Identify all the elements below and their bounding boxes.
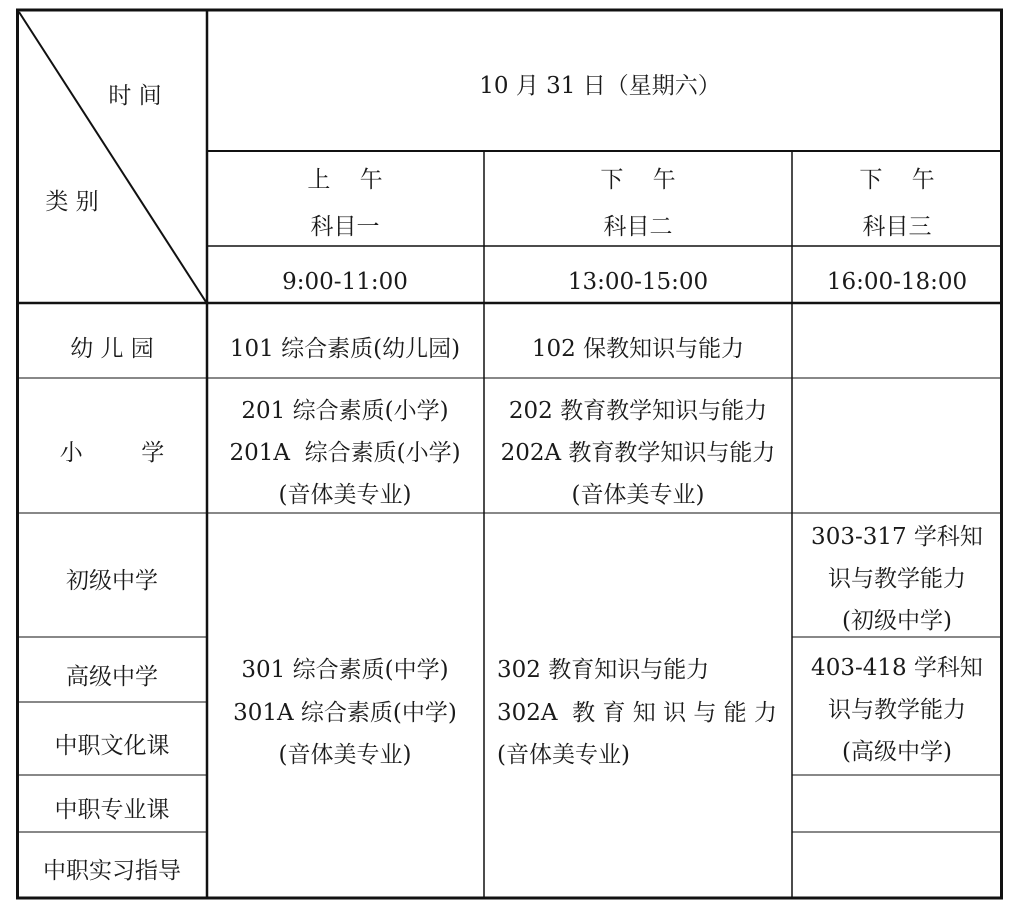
secondary-subject1-line1: 301 综合素质(中学) <box>241 657 449 683</box>
session-2-time: 13:00-15:00 <box>567 269 709 295</box>
primary-subject2-line3: (音体美专业) <box>571 482 705 508</box>
kindergarten-subject1: 101 综合素质(幼儿园) <box>229 336 461 362</box>
senior-subject3-line2: 识与教学能力 <box>828 697 966 723</box>
session-1-period: 上 午 <box>307 167 383 193</box>
primary-subject1-line3: (音体美专业) <box>278 482 412 508</box>
secondary-subject2-line3: (音体美专业) <box>497 742 630 768</box>
category-primary: 小 学 <box>59 440 165 466</box>
category-senior-high: 高级中学 <box>66 664 158 690</box>
category-vocational-major: 中职专业课 <box>54 797 170 823</box>
secondary-subject2-line2: 302A 教 育 知 识 与 能 力 <box>497 700 777 726</box>
primary-subject1-line2: 201A 综合素质(小学) <box>229 440 461 466</box>
secondary-subject1-line3: (音体美专业) <box>278 742 412 768</box>
junior-subject3-line3: (初级中学) <box>842 608 952 634</box>
primary-subject2-line1: 202 教育教学知识与能力 <box>508 398 768 424</box>
secondary-subject2-line1: 302 教育知识与能力 <box>497 657 710 683</box>
junior-subject3-line2: 识与教学能力 <box>828 566 966 592</box>
senior-subject3-line3: (高级中学) <box>842 739 952 765</box>
session-3-time: 16:00-18:00 <box>826 269 968 295</box>
category-junior-high: 初级中学 <box>66 568 158 594</box>
header-time-label: 时 间 <box>108 83 162 109</box>
secondary-subject1-line2: 301A 综合素质(中学) <box>233 700 457 726</box>
junior-subject3-line1: 303-317 学科知 <box>811 524 983 550</box>
exam-date: 10 月 31 日（星期六） <box>479 73 721 99</box>
session-1-time: 9:00-11:00 <box>282 269 408 295</box>
primary-subject1-line1: 201 综合素质(小学) <box>241 398 449 424</box>
session-1-subject: 科目一 <box>310 214 380 240</box>
session-3-period: 下 午 <box>859 167 935 193</box>
category-vocational-culture: 中职文化课 <box>54 733 170 759</box>
category-vocational-internship: 中职实习指导 <box>43 858 181 884</box>
session-3-subject: 科目三 <box>862 214 932 240</box>
header-category-label: 类 别 <box>45 189 99 215</box>
session-2-period: 下 午 <box>600 167 676 193</box>
kindergarten-subject2: 102 保教知识与能力 <box>531 336 745 362</box>
session-2-subject: 科目二 <box>603 214 673 240</box>
primary-subject2-line2: 202A 教育教学知识与能力 <box>500 440 776 466</box>
category-kindergarten: 幼 儿 园 <box>70 336 154 362</box>
senior-subject3-line1: 403-418 学科知 <box>811 655 983 681</box>
